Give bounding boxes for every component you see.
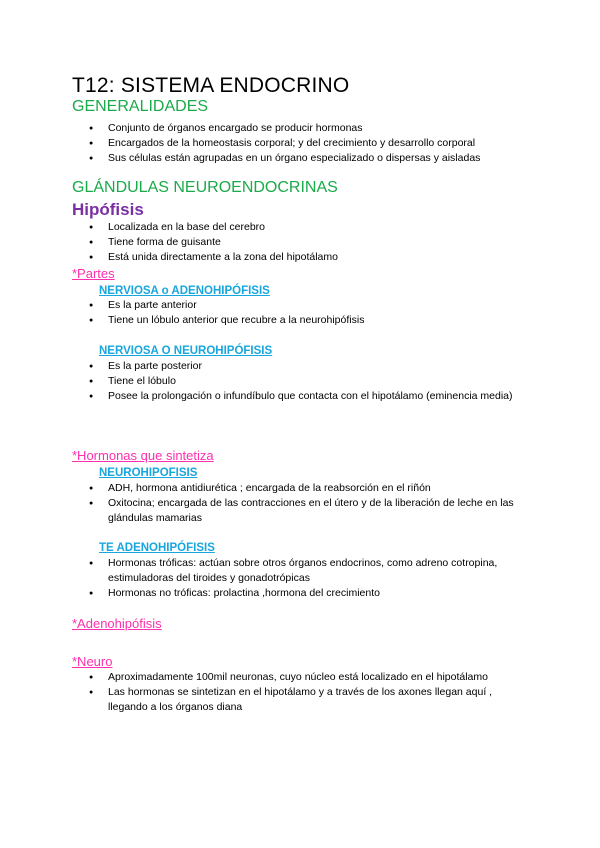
list-item: ● Es la parte posterior bbox=[0, 359, 600, 374]
heading-glandulas: GLÁNDULAS NEUROENDOCRINAS bbox=[72, 179, 338, 196]
list-item: ● Las hormonas se sintetizan en el hipotálamo y a través de los axones llegan aquí , llegando a los órganos diana bbox=[0, 685, 600, 715]
list-neuro-partes bbox=[0, 359, 600, 404]
list-item: ● Localizada en la base del cerebro bbox=[0, 220, 600, 235]
list-item: ● Hormonas no tróficas: prolactina ,hormona del crecimiento bbox=[0, 586, 600, 601]
list-item: ● Oxitocina; encargada de las contracciones en el útero y de la liberación de leche en las glándulas mamarias bbox=[0, 496, 600, 526]
list-hipofisis bbox=[0, 220, 600, 265]
list-item: ● Es la parte anterior bbox=[0, 298, 600, 313]
list-neuro bbox=[0, 670, 600, 715]
list-item: ● Tiene un lóbulo anterior que recubre a la neurohipófisis bbox=[0, 313, 600, 328]
heading-partes: *Partes bbox=[72, 266, 115, 281]
subheading-adenohipofisis: TE ADENOHIPÓFISIS bbox=[99, 542, 215, 554]
heading-generalidades: GENERALIDADES bbox=[72, 98, 209, 115]
list-item: ● Posee la prolongación o infundíbulo que contacta con el hipotálamo (eminencia media) bbox=[0, 389, 600, 404]
heading-adenohipofisis: *Adenohipófisis bbox=[72, 616, 162, 631]
list-item: ● Conjunto de órganos encargado se producir hormonas bbox=[0, 121, 600, 136]
list-neurohipofisis bbox=[0, 481, 600, 526]
list-item: ● Tiene el lóbulo bbox=[0, 374, 600, 389]
list-item: ● Encargados de la homeostasis corporal; y del crecimiento y desarrollo corporal bbox=[0, 136, 600, 151]
page-title: T12: SISTEMA ENDOCRINO bbox=[72, 74, 350, 97]
subheading-neurohipofisis: NEUROHIPOFISIS bbox=[99, 467, 198, 479]
subheading-adeno-partes: NERVIOSA o ADENOHIPÓFISIS bbox=[99, 285, 270, 297]
heading-hipofisis: Hipófisis bbox=[72, 200, 144, 219]
list-adenohipofisis bbox=[0, 556, 600, 601]
list-item: ● Tiene forma de guisante bbox=[0, 235, 600, 250]
heading-hormonas: *Hormonas que sintetiza bbox=[72, 448, 214, 463]
list-item: ● Sus células están agrupadas en un órgano especializado o dispersas y aisladas bbox=[0, 151, 600, 166]
list-item: ● Hormonas tróficas: actúan sobre otros órganos endocrinos, como adreno cotropina, estimuladoras del tiroides y gonadotrópicas bbox=[0, 556, 600, 586]
subheading-neuro-partes: NERVIOSA O NEUROHIPÓFISIS bbox=[99, 345, 273, 357]
list-generalidades bbox=[0, 121, 600, 166]
list-adeno-partes bbox=[0, 298, 600, 328]
list-item: ● Está unida directamente a la zona del hipotálamo bbox=[0, 250, 600, 265]
list-item: ● Aproximadamente 100mil neuronas, cuyo núcleo está localizado en el hipotálamo bbox=[0, 670, 600, 685]
list-item: ● ADH, hormona antidiurética ; encargada de la reabsorción en el riñón bbox=[0, 481, 600, 496]
heading-neuro: *Neuro bbox=[72, 654, 113, 669]
